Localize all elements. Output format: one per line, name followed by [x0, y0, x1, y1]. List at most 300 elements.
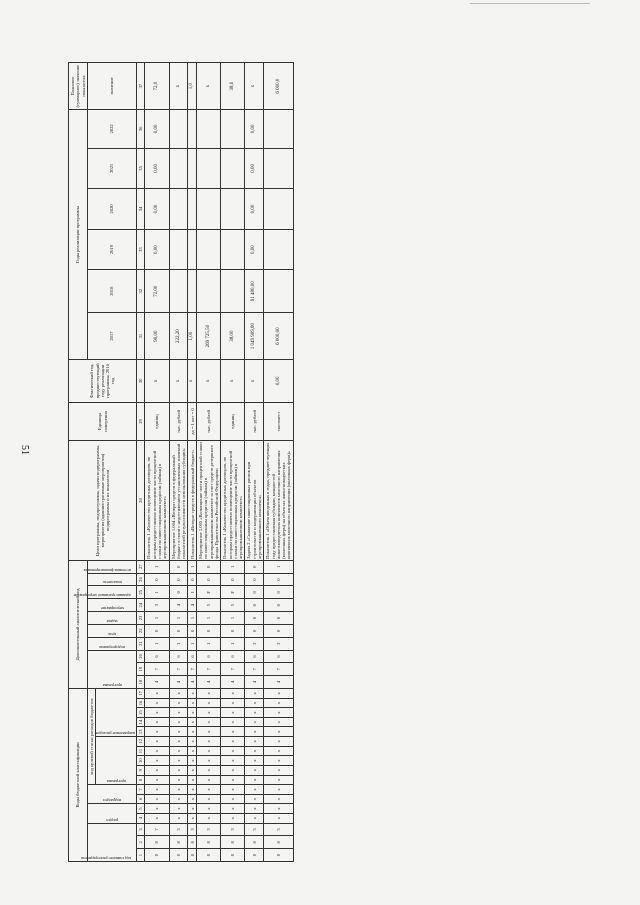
programma-sub-header: программа	[106, 779, 126, 785]
code-cell: x	[188, 794, 197, 804]
column-number: 29	[137, 402, 145, 440]
code-cell: x	[221, 746, 245, 756]
year-2019-header: 2019	[87, 229, 136, 270]
column-number: 8	[137, 775, 145, 785]
code-cell: x	[188, 688, 197, 698]
row-name: Показатель 1 «Количество кредитных договоров, по которым предоставлено возмещение части процентной ставки по инвестиционным кредитам (займам) в агропромышленном комплексе»	[221, 441, 245, 561]
row-unit: тыс. рублей	[197, 402, 221, 440]
code-cell: 8	[145, 836, 169, 849]
row-year-value	[221, 189, 245, 230]
column-number: 21	[137, 637, 145, 650]
code-cell: 0	[245, 560, 264, 573]
code-cell: 0	[169, 586, 188, 599]
code-cell: x	[145, 698, 169, 708]
code-cell: x	[221, 775, 245, 785]
code-cell: 7	[197, 663, 221, 676]
code-cell: x	[264, 688, 293, 698]
unit-column-header: Единица измерения	[69, 402, 137, 440]
code-cell: 5	[197, 599, 221, 612]
row-year-value	[197, 110, 221, 148]
row-name: Показатель 1 «Количество кредитных договоров, по которым предоставлено возмещение части процентной ставки по инвестиционным кредитам (займам) в агропромышленном комплексе»	[145, 441, 169, 561]
code-cell: 0	[264, 624, 293, 637]
table-row	[169, 63, 188, 862]
code-cell: x	[264, 794, 293, 804]
column-number: 27	[137, 560, 145, 573]
name-column-header: Цели программы, подпрограммы, задачи подпрограммы, мероприятия (административные мероприятия) подпрограммы и их показатели	[69, 441, 137, 561]
code-cell: x	[197, 688, 221, 698]
code-cell: x	[197, 746, 221, 756]
code-cell: x	[197, 756, 221, 766]
row-year-value	[197, 148, 221, 189]
row-base-value: x	[169, 360, 188, 403]
target-item-header: код целевой статьи расходов бюджетов	[87, 688, 95, 784]
row-year-value	[264, 148, 293, 189]
code-cell: x	[245, 688, 264, 698]
code-cell: x	[169, 804, 188, 814]
code-cell: x	[221, 708, 245, 718]
row-year-value	[197, 229, 221, 270]
column-number: 33	[137, 229, 145, 270]
final-column-header: Плановое (суммарное) значение показателя	[69, 63, 88, 110]
code-cell: 0	[245, 849, 264, 862]
row-base-value: x	[145, 360, 169, 403]
code-cell: 3	[264, 823, 293, 836]
code-cell: 4	[221, 676, 245, 689]
code-cell: x	[245, 794, 264, 804]
row-base-value: x	[245, 360, 264, 403]
row-year-value	[169, 189, 188, 230]
code-cell: 8	[197, 836, 221, 849]
code-cell: 7	[264, 663, 293, 676]
row-unit: тыс. рублей	[169, 402, 188, 440]
code-cell: x	[169, 698, 188, 708]
code-cell: x	[145, 785, 169, 795]
header-row-1	[69, 63, 88, 862]
gp-admin-header: код главного распорядителя	[81, 856, 131, 861]
code-cell: x	[264, 765, 293, 775]
page-number: 51	[19, 445, 30, 455]
code-cell: x	[188, 746, 197, 756]
code-cell: 0	[169, 624, 188, 637]
column-number: 34	[137, 189, 145, 230]
code-cell: x	[264, 756, 293, 766]
code-cell: 3	[169, 823, 188, 836]
column-number: 3	[137, 823, 145, 836]
code-cell: 1	[188, 560, 197, 573]
code-cell: 7	[245, 663, 264, 676]
code-cell: x	[197, 794, 221, 804]
code-cell: x	[245, 775, 264, 785]
code-cell: x	[169, 708, 188, 718]
code-cell: x	[221, 717, 245, 727]
code-cell: x	[245, 708, 264, 718]
code-cell: x	[169, 785, 188, 795]
table-row	[188, 63, 197, 862]
column-number: 2	[137, 836, 145, 849]
code-cell: 1	[169, 637, 188, 650]
row-final-value: 6 000,0	[264, 63, 293, 110]
row-name: Мероприятие 1.004 «Возврат средств в федеральный бюджет в связи с недостижением установленных значений показателей результативности использования субсидии»	[169, 441, 188, 561]
code-cell: 4	[188, 676, 197, 689]
row-year-value: 0,00	[245, 229, 264, 270]
code-cell: 1	[145, 560, 169, 573]
code-cell: F	[197, 586, 221, 599]
row-name: Показатель 1 «Возврат средств в федеральный бюджет»	[188, 441, 197, 561]
code-cell: x	[221, 698, 245, 708]
code-cell: 7	[145, 823, 169, 836]
row-final-value: x	[245, 63, 264, 110]
row-year-value: 0,00	[245, 110, 264, 148]
code-cell: 3	[245, 823, 264, 836]
code-cell: 2	[245, 637, 264, 650]
budget-codes-header: Коды бюджетной классификации	[69, 688, 88, 861]
base-year-column-header: Фактический год, предшествующий году реализации программы, 2016 год	[69, 360, 137, 403]
code-cell: 0	[245, 573, 264, 586]
pokazatel-header: показатель	[102, 580, 122, 586]
code-cell: x	[245, 765, 264, 775]
code-cell: x	[169, 794, 188, 804]
column-number: 35	[137, 148, 145, 189]
code-cell: 3	[221, 823, 245, 836]
column-number: 30	[137, 360, 145, 403]
row-name: Задача 2 «Снижение инвестиционных рисков при строительстве и модернизации объектов агропромышленного комплекса»	[245, 441, 264, 561]
column-number: 18	[137, 676, 145, 689]
row-final-value: x	[197, 63, 221, 110]
code-cell: 4	[197, 676, 221, 689]
row-final-value: 38,0	[221, 63, 245, 110]
zadacha-header: задача	[106, 618, 118, 624]
code-cell: x	[169, 765, 188, 775]
code-cell: x	[169, 746, 188, 756]
code-cell: x	[188, 737, 197, 747]
code-cell: x	[188, 804, 197, 814]
column-number: 31	[137, 313, 145, 360]
code-cell: 8	[169, 836, 188, 849]
row-year-value	[264, 229, 293, 270]
code-cell: 1	[145, 586, 169, 599]
code-cell: x	[197, 804, 221, 814]
ist-fin-header: источник финансирования	[83, 567, 131, 573]
meropriyatie-header: мероприятие	[100, 606, 124, 612]
code-cell: 6	[188, 650, 197, 663]
code-cell: 3	[197, 823, 221, 836]
code-cell: 0	[188, 624, 197, 637]
code-cell: x	[169, 688, 188, 698]
row-base-value: x	[221, 360, 245, 403]
code-cell: x	[264, 698, 293, 708]
column-number: 19	[137, 663, 145, 676]
code-cell: x	[145, 765, 169, 775]
code-cell: x	[221, 813, 245, 823]
code-cell: x	[197, 813, 221, 823]
table-row	[245, 63, 264, 862]
code-cell: 6	[264, 650, 293, 663]
row-year-value: 0,00	[145, 189, 169, 230]
column-number: 5	[137, 804, 145, 814]
column-number: 17	[137, 688, 145, 698]
code-cell: 0	[264, 586, 293, 599]
code-cell: x	[245, 804, 264, 814]
code-cell: 3	[188, 823, 197, 836]
code-cell: x	[145, 717, 169, 727]
code-cell: 0	[145, 624, 169, 637]
code-cell: 0	[197, 624, 221, 637]
code-cell: x	[188, 765, 197, 775]
code-cell: x	[188, 785, 197, 795]
code-cell: x	[221, 727, 245, 737]
code-cell: 3	[145, 599, 169, 612]
code-cell: x	[197, 765, 221, 775]
row-year-value: 38,00	[221, 313, 245, 360]
code-cell: 4	[264, 676, 293, 689]
analytic-code-header: Дополнительный аналитический код	[69, 560, 88, 688]
code-cell: 0	[221, 573, 245, 586]
code-cell: x	[245, 756, 264, 766]
code-cell: 0	[197, 560, 221, 573]
row-year-value: 90,00	[145, 313, 169, 360]
column-number: 23	[137, 612, 145, 625]
column-number: 37	[137, 63, 145, 110]
code-cell: x	[245, 785, 264, 795]
row-final-value: 1,0	[188, 63, 197, 110]
row-name: Мероприятие 1.005 «Возмещение части процентной ставки по инвестиционным кредитам (займам) в агропромышленном комплексе за счет средств резервного фонда Правительства Российской Федерации»	[198, 442, 219, 559]
code-cell: x	[221, 794, 245, 804]
row-year-value	[188, 189, 197, 230]
row-unit: да = 1 нет = 0	[188, 402, 197, 440]
row-year-value	[264, 110, 293, 148]
code-cell: x	[264, 727, 293, 737]
row-final-value: 72,0	[145, 63, 169, 110]
code-cell: x	[197, 708, 221, 718]
column-number: 36	[137, 110, 145, 148]
code-cell: x	[145, 804, 169, 814]
code-cell: x	[245, 698, 264, 708]
row-unit: единиц	[145, 402, 169, 440]
code-cell: 8	[245, 836, 264, 849]
code-cell: x	[188, 727, 197, 737]
code-cell: x	[145, 813, 169, 823]
column-numbers-row	[137, 63, 145, 862]
row-year-value	[221, 229, 245, 270]
code-cell: x	[264, 746, 293, 756]
row-year-value	[264, 189, 293, 230]
column-number: 22	[137, 624, 145, 637]
column-number: 32	[137, 270, 145, 313]
row-year-value	[197, 189, 221, 230]
programma-header: программа	[102, 682, 122, 688]
code-cell: x	[197, 775, 221, 785]
code-cell: x	[169, 813, 188, 823]
table-row	[221, 63, 245, 862]
row-unit: единиц	[221, 402, 245, 440]
column-number: 24	[137, 599, 145, 612]
scan-mark	[470, 3, 590, 4]
row-year-value: 1,00	[188, 313, 197, 360]
code-cell: 0	[245, 612, 264, 625]
code-cell: 1	[188, 637, 197, 650]
code-cell: 6	[245, 650, 264, 663]
code-cell: 4	[145, 676, 169, 689]
code-cell: x	[169, 756, 188, 766]
code-cell: x	[197, 785, 221, 795]
row-year-value	[188, 148, 197, 189]
row-year-value	[169, 110, 188, 148]
column-number: 6	[137, 794, 145, 804]
code-cell: x	[221, 765, 245, 775]
code-cell: x	[145, 727, 169, 737]
code-cell: 0	[264, 573, 293, 586]
row-base-value: 0,00	[264, 360, 293, 403]
code-cell: 0	[145, 849, 169, 862]
year-2017-header: 2017	[87, 313, 136, 360]
code-cell: 0	[169, 573, 188, 586]
code-cell: x	[264, 785, 293, 795]
code-cell: 1	[145, 612, 169, 625]
code-cell: x	[197, 717, 221, 727]
code-cell: x	[188, 813, 197, 823]
code-cell: x	[245, 717, 264, 727]
code-cell: F	[221, 586, 245, 599]
column-number: 14	[137, 717, 145, 727]
code-cell: 1	[188, 612, 197, 625]
code-cell: x	[197, 737, 221, 747]
code-cell: 6	[145, 650, 169, 663]
row-year-value: 269 725,50	[197, 313, 221, 360]
year-2018-header: 2018	[87, 270, 136, 313]
code-cell: 4	[245, 676, 264, 689]
year-2021-header: 2021	[87, 148, 136, 189]
column-number: 9	[137, 765, 145, 775]
code-cell: 0	[197, 849, 221, 862]
row-unit: тыс. рублей	[245, 402, 264, 440]
row-year-value: 222,20	[169, 313, 188, 360]
code-cell: 0	[188, 849, 197, 862]
code-cell: 0	[221, 624, 245, 637]
column-number: 26	[137, 573, 145, 586]
column-number: 15	[137, 708, 145, 718]
column-number: 13	[137, 727, 145, 737]
code-cell: 7	[221, 663, 245, 676]
code-cell: x	[145, 756, 169, 766]
column-number: 11	[137, 746, 145, 756]
code-cell: x	[245, 737, 264, 747]
column-number: 1	[137, 849, 145, 862]
code-cell: 0	[264, 849, 293, 862]
column-number: 12	[137, 737, 145, 747]
code-cell: 0	[245, 599, 264, 612]
row-year-value: 0,00	[145, 229, 169, 270]
code-cell: 6	[197, 650, 221, 663]
code-cell: x	[169, 717, 188, 727]
years-group-header: Годы реализации программы	[69, 110, 88, 360]
code-cell: 1	[264, 560, 293, 573]
row-year-value: 72,00	[145, 270, 169, 313]
row-year-value	[221, 148, 245, 189]
code-cell: 5	[221, 599, 245, 612]
code-cell: 4	[169, 676, 188, 689]
final-sub-header: значение	[87, 63, 136, 110]
row-base-value: x	[197, 360, 221, 403]
code-cell: x	[169, 727, 188, 737]
code-cell: x	[197, 727, 221, 737]
code-cell: x	[264, 804, 293, 814]
code-cell: x	[264, 708, 293, 718]
indicators-table	[68, 62, 294, 862]
code-cell: 1	[221, 637, 245, 650]
code-cell: 1	[221, 612, 245, 625]
code-cell: x	[145, 775, 169, 785]
code-cell: x	[188, 756, 197, 766]
code-cell: x	[264, 813, 293, 823]
row-year-value	[197, 270, 221, 313]
code-cell: x	[188, 775, 197, 785]
code-cell: 4	[169, 599, 188, 612]
code-cell: 1	[169, 612, 188, 625]
code-cell: 1	[197, 637, 221, 650]
rotated-table-container	[68, 62, 608, 862]
table-row	[264, 63, 293, 862]
cel-header: цель	[107, 631, 117, 637]
table-row	[145, 63, 169, 862]
code-cell: 1	[221, 560, 245, 573]
code-cell: x	[221, 804, 245, 814]
adm-mer-header: административное мероприятие	[73, 593, 131, 599]
code-cell: 7	[188, 663, 197, 676]
code-cell: 0	[188, 573, 197, 586]
row-year-value: 6 000,00	[264, 313, 293, 360]
row-year-value: 0,00	[245, 148, 264, 189]
code-cell: x	[145, 688, 169, 698]
row-year-value: 91 480,00	[245, 270, 264, 313]
row-year-value	[169, 270, 188, 313]
code-cell: 0	[197, 573, 221, 586]
column-number: 10	[137, 756, 145, 766]
podprogramma-header: подпрограмма	[99, 644, 125, 650]
code-cell: 6	[221, 650, 245, 663]
code-cell: x	[188, 708, 197, 718]
code-cell: x	[188, 698, 197, 708]
row-year-value	[188, 110, 197, 148]
row-year-value: 1 049 909,80	[245, 313, 264, 360]
year-2020-header: 2020	[87, 189, 136, 230]
code-cell: 2	[264, 637, 293, 650]
code-cell: x	[188, 717, 197, 727]
code-cell: 1	[188, 586, 197, 599]
row-base-value: x	[188, 360, 197, 403]
row-year-value: 0,00	[145, 110, 169, 148]
code-cell: x	[264, 717, 293, 727]
code-cell: 0	[145, 573, 169, 586]
column-number: 7	[137, 785, 145, 795]
row-year-value: 0,00	[145, 148, 169, 189]
column-number: 4	[137, 813, 145, 823]
row-final-value: x	[169, 63, 188, 110]
code-cell: x	[145, 737, 169, 747]
podrazdel-header: подраздел	[103, 798, 121, 804]
code-cell: 0	[169, 849, 188, 862]
code-cell: 0	[245, 624, 264, 637]
code-cell: 7	[145, 663, 169, 676]
code-cell: 8	[188, 836, 197, 849]
code-cell: x	[221, 688, 245, 698]
code-cell: x	[197, 698, 221, 708]
row-year-value	[264, 270, 293, 313]
code-cell: x	[264, 737, 293, 747]
row-year-value	[221, 110, 245, 148]
table-row	[197, 63, 221, 862]
code-cell: x	[221, 785, 245, 795]
column-number: 20	[137, 650, 145, 663]
